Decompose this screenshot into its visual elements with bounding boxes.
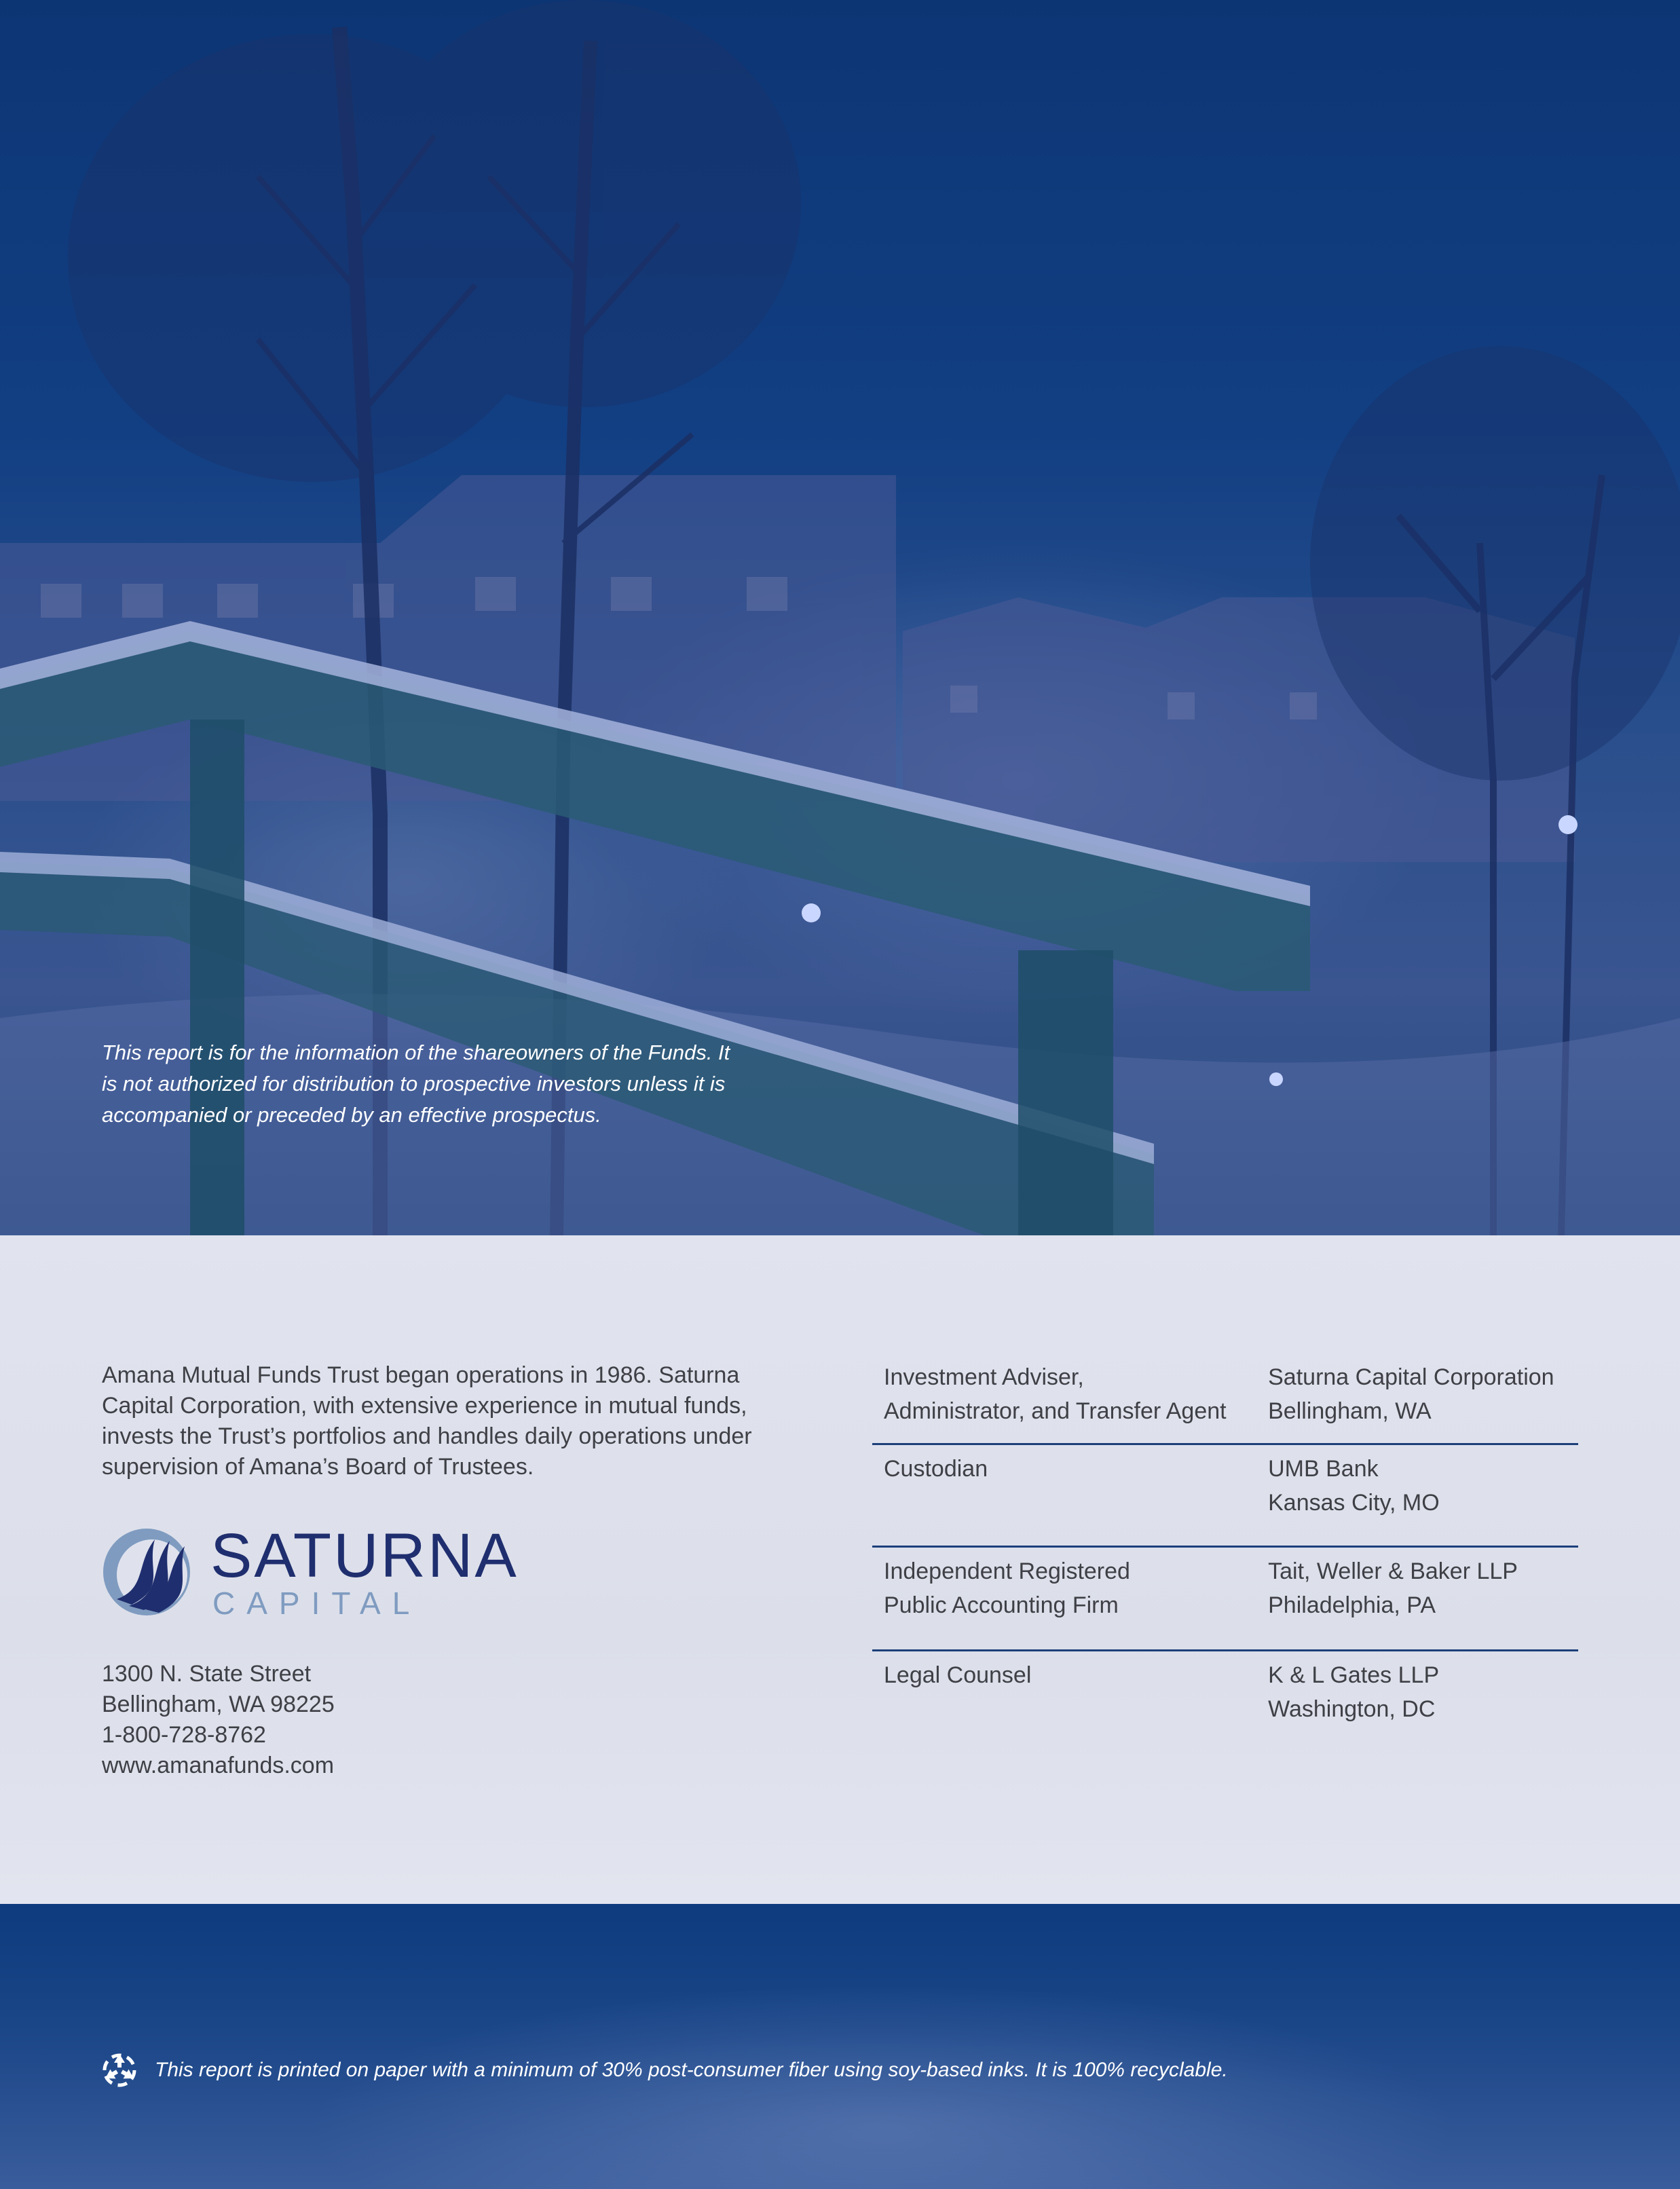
address-street: 1300 N. State Street [102,1661,312,1687]
service-provider [1268,1658,1578,1726]
service-provider [1268,1360,1578,1443]
logo-subline: CAPITAL [212,1586,422,1621]
service-providers-table [872,1360,1578,1726]
service-row [872,1360,1578,1443]
provider-line: Washington, DC [1268,1696,1436,1722]
trust-description [102,1360,787,1482]
service-role [884,1554,1268,1649]
service-provider [1268,1452,1578,1546]
service-role [884,1452,1268,1546]
trust-info-panel [0,1235,1680,1904]
saturna-swoosh-icon [102,1526,193,1617]
role-line: Administrator, and Transfer Agent [884,1398,1227,1424]
service-row [872,1651,1578,1726]
provider-line: Philadelphia, PA [1268,1592,1436,1618]
about-line-3: invests the Trust’s portfolios and handles daily operations under [102,1423,752,1449]
recycling-statement: This report is printed on paper with a minimum of 30% post-consumer fiber using soy-based inks. It is 100% recyclable. [155,2059,1228,2081]
logo-wordmark: SATURNA [210,1521,519,1590]
about-line-2: Capital Corporation, with extensive experience in mutual funds, [102,1393,747,1419]
about-line-4: supervision of Amana’s Board of Trustees. [102,1454,534,1480]
disclaimer-line-1: This report is for the information of the shareowners of the Funds. It [102,1041,730,1064]
provider-line: Bellingham, WA [1268,1398,1432,1424]
provider-line: Kansas City, MO [1268,1490,1440,1516]
service-role [884,1360,1268,1443]
provider-line: Saturna Capital Corporation [1268,1364,1554,1390]
role-line: Independent Registered [884,1558,1130,1584]
recycle-icon [100,2051,138,2089]
service-row [872,1548,1578,1649]
provider-line: K & L Gates LLP [1268,1662,1440,1688]
phone-number: 1-800-728-8762 [102,1722,266,1748]
about-line-1: Amana Mutual Funds Trust began operations in 1986. Saturna [102,1362,740,1388]
disclaimer-line-2: is not authorized for distribution to prospective investors unless it is [102,1072,726,1096]
back-cover-footer [0,1904,1680,2189]
contact-address [102,1659,335,1781]
role-line: Investment Adviser, [884,1364,1084,1390]
service-role [884,1658,1268,1726]
provider-line: Tait, Weller & Baker LLP [1268,1558,1518,1584]
distribution-disclaimer [102,1037,808,1131]
website-link[interactable]: www.amanafunds.com [102,1753,335,1778]
role-line: Legal Counsel [884,1662,1032,1688]
address-city: Bellingham, WA 98225 [102,1691,335,1717]
service-provider [1268,1554,1578,1649]
service-row [872,1445,1578,1546]
role-line: Public Accounting Firm [884,1592,1119,1618]
saturna-capital-logo [102,1521,536,1628]
provider-line: UMB Bank [1268,1456,1379,1482]
role-line: Custodian [884,1456,988,1482]
disclaimer-line-3: accompanied or preceded by an effective prospectus. [102,1103,601,1127]
